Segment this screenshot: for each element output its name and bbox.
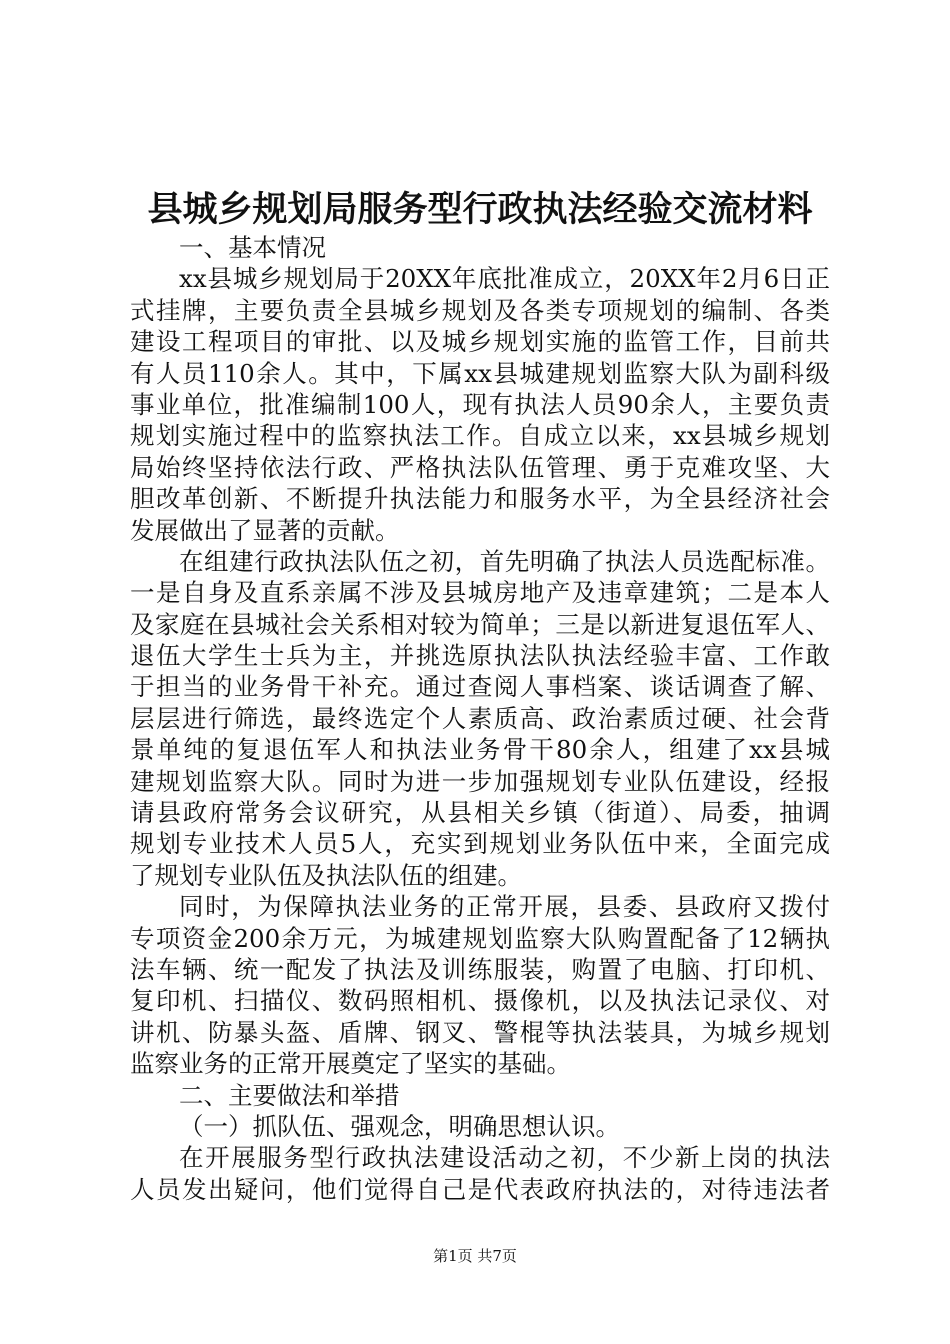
body-line: 讲机、防暴头盔、盾牌、钢叉、警棍等执法装具，为城乡规划 <box>130 1017 830 1047</box>
body-line: 景单纯的复退伍军人和执法业务骨干80余人，组建了xx县城 <box>130 735 830 765</box>
body-line: 了规划专业队伍及执法队伍的组建。 <box>130 860 522 890</box>
body-line: 一是自身及直系亲属不涉及县城房地产及违章建筑；二是本人 <box>130 578 830 608</box>
page-footer: 第1页 共7页 <box>433 1247 517 1265</box>
document-title: 县城乡规划局服务型行政执法经验交流材料 <box>147 189 813 230</box>
body-line: 有人员110余人。其中，下属xx县城建规划监察大队为副科级 <box>130 358 830 388</box>
body-line: 建设工程项目的审批、以及城乡规划实施的监管工作，目前共 <box>130 327 830 357</box>
body-line: 规划实施过程中的监察执法工作。自成立以来，xx县城乡规划 <box>130 421 830 451</box>
body-line: 事业单位，批准编制100人，现有执法人员90余人，主要负责 <box>130 389 830 419</box>
body-line: 在组建行政执法队伍之初，首先明确了执法人员选配标准。 <box>179 546 830 576</box>
body-line: 在开展服务型行政执法建设活动之初，不少新上岗的执法 <box>179 1143 830 1173</box>
body-line: 层层进行筛选，最终选定个人素质高、政治素质过硬、社会背 <box>130 703 830 733</box>
body-line: 同时，为保障执法业务的正常开展，县委、县政府又拨付 <box>179 892 830 922</box>
body-line: 及家庭在县城社会关系相对较为简单；三是以新进复退伍军人、 <box>130 609 830 639</box>
body-line: 人员发出疑问，他们觉得自己是代表政府执法的，对待违法者 <box>130 1174 830 1204</box>
body-line: 于担当的业务骨干补充。通过查阅人事档案、谈话调查了解、 <box>130 672 830 702</box>
body-line: 退伍大学生士兵为主，并挑选原执法队执法经验丰富、工作敢 <box>130 641 830 671</box>
body-line: 发展做出了显著的贡献。 <box>130 515 400 545</box>
body-line: 监察业务的正常开展奠定了坚实的基础。 <box>130 1049 571 1079</box>
body-line: 胆改革创新、不断提升执法能力和服务水平，为全县经济社会 <box>130 484 830 514</box>
body-line: xx县城乡规划局于20XX年底批准成立，20XX年2月6日正 <box>179 264 830 294</box>
body-line: 专项资金200余万元，为城建规划监察大队购置配备了12辆执 <box>130 923 830 953</box>
body-line: 一、基本情况 <box>179 233 326 262</box>
body-line: （一）抓队伍、强观念，明确思想认识。 <box>179 1111 620 1141</box>
body-line: 法车辆、统一配发了执法及训练服装，购置了电脑、打印机、 <box>130 954 830 984</box>
document-body <box>130 232 830 1205</box>
body-line: 二、主要做法和举措 <box>179 1080 400 1110</box>
body-line: 建规划监察大队。同时为进一步加强规划专业队伍建设，经报 <box>130 766 830 796</box>
body-line: 复印机、扫描仪、数码照相机、摄像机，以及执法记录仪、对 <box>130 986 830 1016</box>
body-line: 局始终坚持依法行政、严格执法队伍管理、勇于克难攻坚、大 <box>130 452 830 482</box>
body-line: 式挂牌，主要负责全县城乡规划及各类专项规划的编制、各类 <box>130 295 830 325</box>
body-line: 规划专业技术人员5人，充实到规划业务队伍中来，全面完成 <box>130 829 830 859</box>
body-line: 请县政府常务会议研究，从县相关乡镇（街道）、局委，抽调 <box>130 798 830 828</box>
